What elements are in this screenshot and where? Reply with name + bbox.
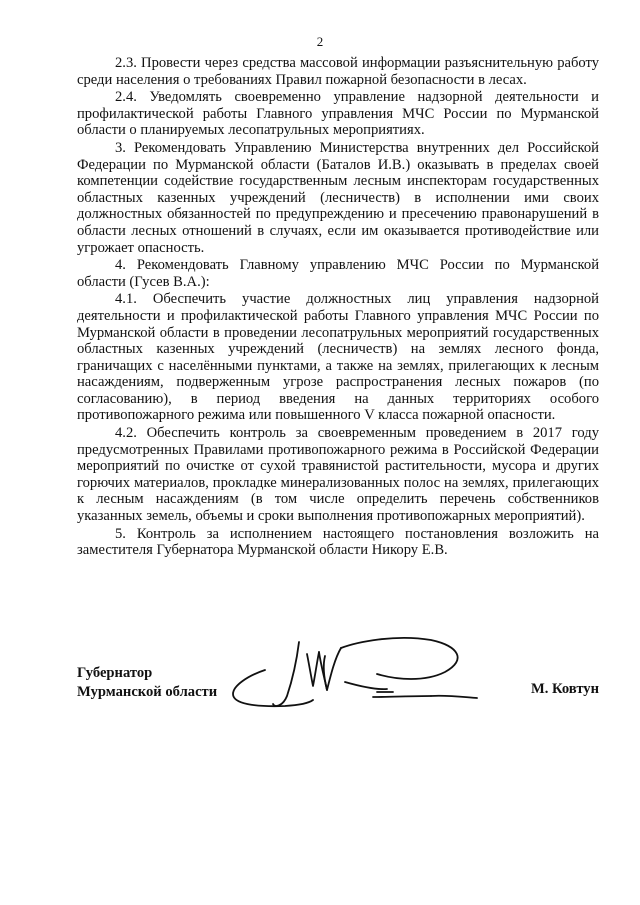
paragraph-3: 3. Рекомендовать Управлению Министерства внутренних дел Российской Федерации по Мурманской области (Баталов И.В.) оказывать в пределах своей компетенции содействие государственным лесным инспекторам государственных областных казенных учреждений (лесничеств) в исполнении ими своих должностных обязанностей по предупреждению и пресечению правонарушений в области лесных отношений в случаях, если им оказывается противодействие или угрожает опасность. <box>77 139 599 256</box>
signatory-title <box>77 664 217 702</box>
signatory-title-line1: Губернатор <box>77 665 153 681</box>
signatory-name: М. Ковтун <box>530 681 599 697</box>
paragraph-5: 5. Контроль за исполнением настоящего постановления возложить на заместителя Губернатора Мурманской области Никору Е.В. <box>77 525 599 559</box>
document-body <box>77 55 599 559</box>
handwritten-signature <box>227 634 507 716</box>
signature-block <box>77 660 599 720</box>
signatory-title-line2: Мурманской области <box>77 684 218 700</box>
paragraph-2-4: 2.4. Уведомлять своевременно управление надзорной деятельности и профилактической работы Главного управления МЧС России по Мурманской области о планируемых лесопатрульных мероприятиях. <box>77 89 599 139</box>
paragraph-4-1: 4.1. Обеспечить участие должностных лиц управления надзорной деятельности и профилактической работы Главного управления МЧС России по Мурманской области в проведении лесопатрульных мероприятий государственных областных казенных учреждений (лесничеств) на землях лесного фонда, граничащих с населёнными пунктами, а также на землях, прилегающих к лесным насаждениям, подверженным угрозе распространения лесных пожаров (по согласованию), в период введения на данных территориях особого противопожарного режима или повышенного V класса пожарной опасности. <box>77 291 599 424</box>
paragraph-2-3: 2.3. Провести через средства массовой информации разъяснительную работу среди населения о требованиях Правил пожарной безопасности в лесах. <box>77 55 599 88</box>
page-number: 2 <box>316 34 324 49</box>
paragraph-4-2: 4.2. Обеспечить контроль за своевременным проведением в 2017 году предусмотренных Правилами противопожарного режима в Российской Федерации мероприятий по очистке от сухой травянистой растительности, мусора и других горючих материалов, прокладке минерализованных полос на землях, прилегающих к лесным насаждениям (в том числе определить перечень собственников указанных земель, объемы и сроки выполнения противопожарных мероприятий). <box>77 425 599 525</box>
paragraph-4: 4. Рекомендовать Главному управлению МЧС России по Мурманской области (Гусев В.А.): <box>77 257 599 290</box>
